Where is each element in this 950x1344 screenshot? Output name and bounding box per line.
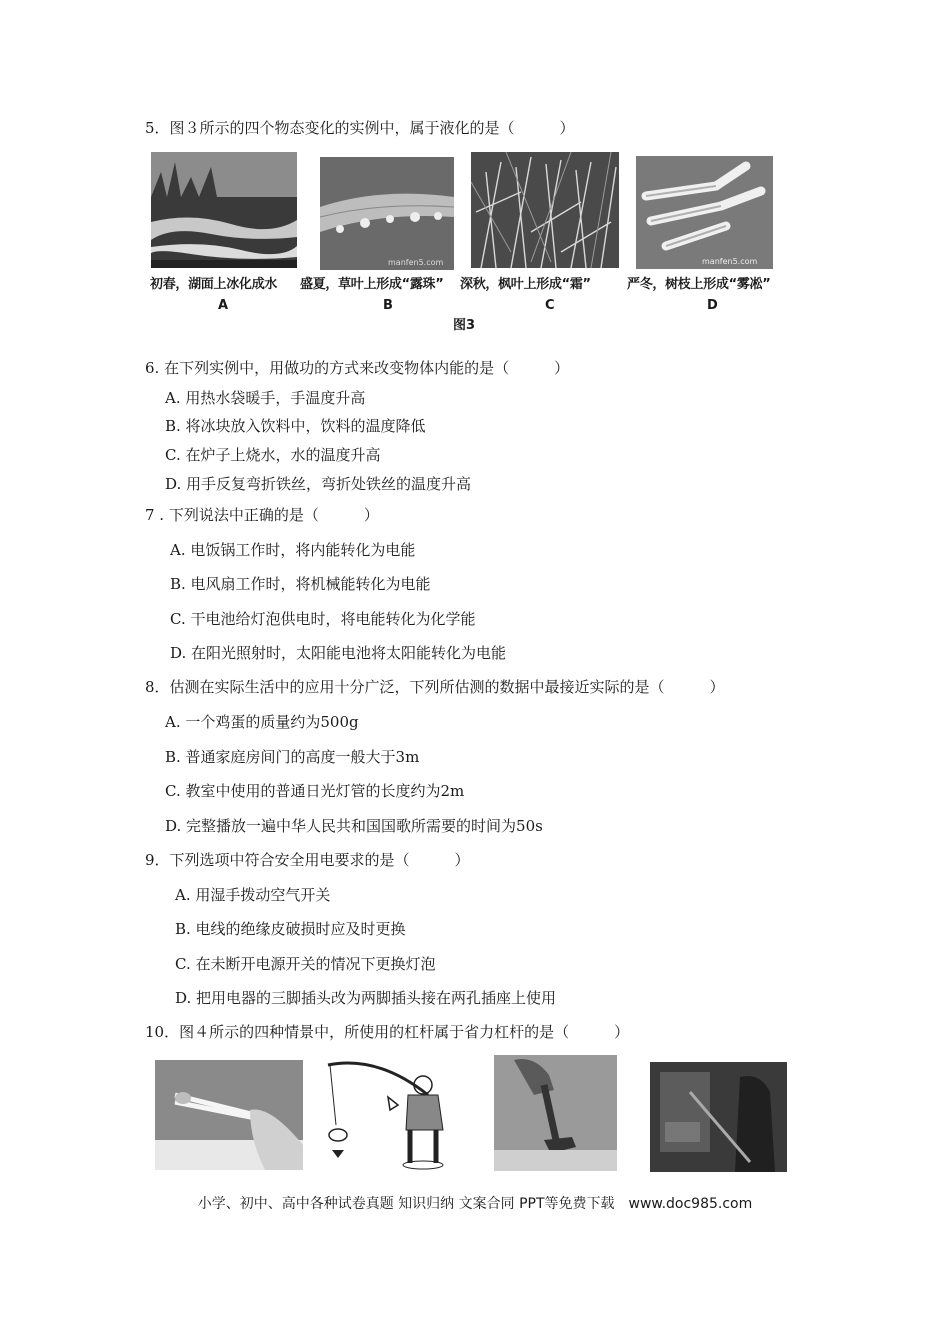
question-9-option-c: C. 在未断开电源开关的情况下更换灯泡 [175, 955, 436, 973]
question-7-stem: 7 . 下列说法中正确的是（ ） [145, 506, 379, 524]
question-8-option-a: A. 一个鸡蛋的质量约为500g [165, 713, 359, 731]
question-6-option-c: C. 在炉子上烧水，水的温度升高 [165, 446, 381, 464]
question-7-option-c: C. 干电池给灯泡供电时，将电能转化为化学能 [170, 610, 476, 628]
question-9-option-d: D. 把用电器的三脚插头改为两脚插头接在两孔插座上使用 [175, 989, 557, 1007]
question-6-option-a: A. 用热水袋暖手，手温度升高 [165, 389, 366, 407]
caption-d: 严冬，树枝上形成“雾凇” [627, 277, 771, 292]
option-letter-c: C [545, 298, 555, 313]
question-7-option-d: D. 在阳光照射时，太阳能电池将太阳能转化为电能 [170, 644, 507, 662]
question-7-option-a: A. 电饭锅工作时，将内能转化为电能 [170, 541, 416, 559]
question-6-option-d: D. 用手反复弯折铁丝，弯折处铁丝的温度升高 [165, 475, 472, 493]
footer-text: 小学、初中、高中各种试卷真题 知识归纳 文案合同 PPT等免费下载 www.doc985.com [197, 1196, 753, 1212]
watermark-text: manfen5.com [702, 257, 758, 266]
option-letter-a: A [218, 298, 229, 313]
caption-b: 盛夏，草叶上形成“露珠” [300, 277, 444, 292]
question-10-stem: 10．图４所示的四种情景中，所使用的杠杆属于省力杠杆的是（ ） [145, 1023, 630, 1041]
photo-tool-at-machine [650, 1062, 787, 1172]
question-5-stem: 5．图３所示的四个物态变化的实例中，属于液化的是（ ） [145, 119, 575, 137]
caption-a: 初春，湖面上冰化成水 [150, 277, 278, 292]
question-8-option-c: C. 教室中使用的普通日光灯管的长度约为2m [165, 782, 465, 800]
question-8-stem: 8．估测在实际生活中的应用十分广泛，下列所估测的数据中最接近实际的是（ ） [145, 678, 725, 696]
question-8-option-b: B. 普通家庭房间门的高度一般大于3m [165, 748, 420, 766]
question-9-stem: 9．下列选项中符合安全用电要求的是（ ） [145, 851, 470, 869]
question-6-option-b: B. 将冰块放入饮料中，饮料的温度降低 [165, 417, 426, 435]
question-9-option-a: A. 用湿手拨动空气开关 [175, 886, 331, 904]
option-letter-d: D [707, 298, 718, 313]
photo-rime-on-branches [636, 156, 773, 269]
question-7-option-b: B. 电风扇工作时，将机械能转化为电能 [170, 575, 431, 593]
photo-chopsticks [155, 1060, 303, 1170]
photo-lake-ice-melting [151, 152, 297, 268]
photo-dew-on-grass [320, 157, 454, 270]
option-letter-b: B [383, 298, 393, 313]
question-9-option-b: B. 电线的绝缘皮破损时应及时更换 [175, 920, 406, 938]
question-6-stem: 6. 在下列实例中，用做功的方式来改变物体内能的是（ ） [145, 359, 570, 377]
illustration-fishing [318, 1055, 463, 1173]
watermark-text: manfen5.com [388, 258, 444, 267]
caption-c: 深秋，枫叶上形成“霜” [460, 277, 591, 292]
photo-frost-on-leaves [471, 152, 619, 268]
figure-label: 图3 [453, 318, 476, 333]
question-8-option-d: D. 完整播放一遍中华人民共和国国歌所需要的时间为50s [165, 817, 543, 835]
photo-claw-hammer [494, 1055, 617, 1171]
